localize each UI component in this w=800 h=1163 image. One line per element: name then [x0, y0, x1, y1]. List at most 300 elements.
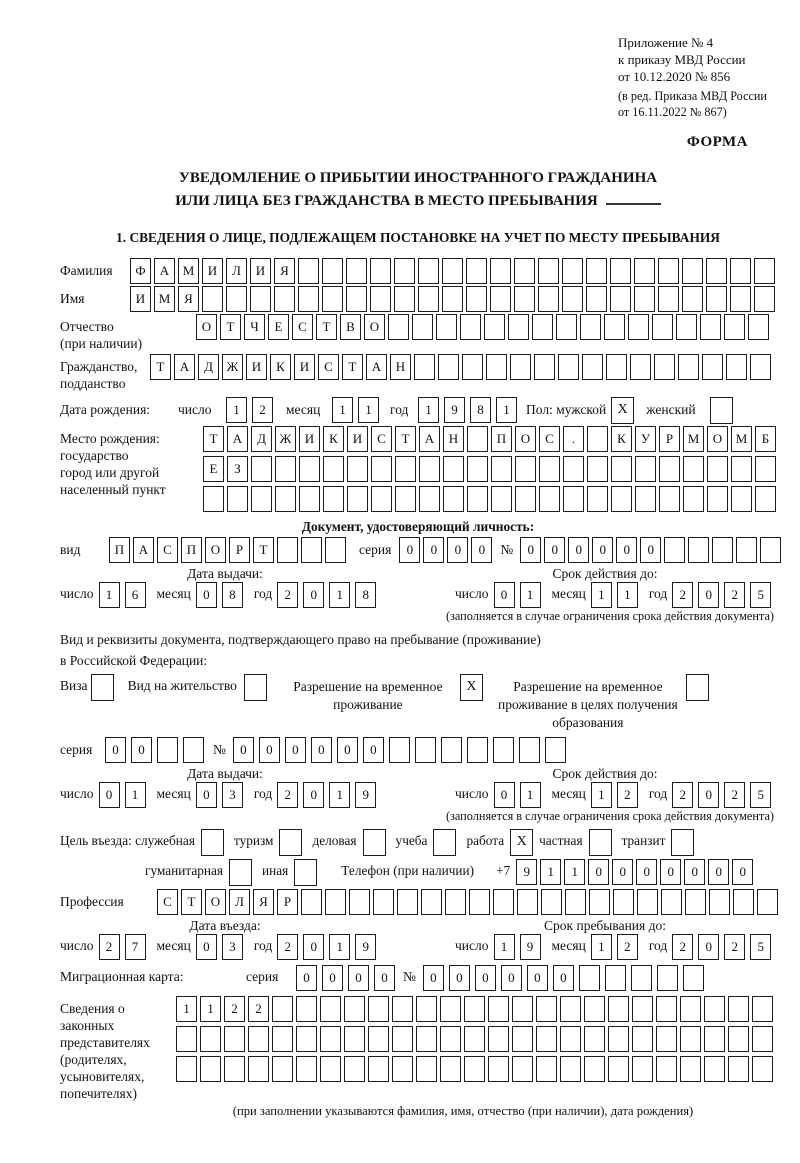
char-box[interactable] [563, 456, 584, 482]
char-box[interactable]: 0 [337, 737, 358, 763]
char-box[interactable]: 1 [494, 934, 515, 960]
char-box[interactable]: С [157, 537, 178, 563]
char-box[interactable] [757, 889, 778, 915]
char-box[interactable] [634, 286, 655, 312]
char-box[interactable]: С [539, 426, 560, 452]
char-box[interactable] [344, 1056, 365, 1082]
char-box[interactable] [683, 965, 704, 991]
char-box[interactable] [301, 889, 322, 915]
char-box[interactable] [397, 889, 418, 915]
char-box[interactable]: . [563, 426, 584, 452]
char-box[interactable]: 8 [222, 582, 243, 608]
char-box[interactable] [688, 537, 709, 563]
char-box[interactable] [388, 314, 409, 340]
migration-number-input[interactable] [423, 965, 709, 991]
char-box[interactable]: И [347, 426, 368, 452]
char-box[interactable] [556, 314, 577, 340]
char-box[interactable] [373, 889, 394, 915]
char-box[interactable] [484, 314, 505, 340]
char-box[interactable] [325, 889, 346, 915]
char-box[interactable]: Я [274, 258, 295, 284]
char-box[interactable]: Н [443, 426, 464, 452]
char-box[interactable] [248, 1056, 269, 1082]
char-box[interactable]: 1 [564, 859, 585, 885]
char-box[interactable] [731, 456, 752, 482]
char-box[interactable] [512, 996, 533, 1022]
char-box[interactable]: 1 [125, 782, 146, 808]
char-box[interactable] [632, 1056, 653, 1082]
char-box[interactable]: С [371, 426, 392, 452]
char-box[interactable]: 0 [732, 859, 753, 885]
char-box[interactable]: М [731, 426, 752, 452]
char-box[interactable]: 2 [99, 934, 120, 960]
char-box[interactable] [272, 996, 293, 1022]
char-box[interactable]: 0 [423, 537, 444, 563]
char-box[interactable] [580, 314, 601, 340]
char-box[interactable]: М [154, 286, 175, 312]
char-box[interactable]: 9 [355, 782, 376, 808]
purpose-study-checkbox[interactable] [433, 829, 456, 856]
char-box[interactable]: 1 [591, 582, 612, 608]
char-box[interactable]: 0 [475, 965, 496, 991]
char-box[interactable]: 0 [544, 537, 565, 563]
char-box[interactable] [512, 1026, 533, 1052]
char-box[interactable]: У [635, 426, 656, 452]
char-box[interactable] [436, 314, 457, 340]
char-box[interactable] [658, 258, 679, 284]
char-box[interactable]: Т [220, 314, 241, 340]
char-box[interactable]: Ж [275, 426, 296, 452]
char-box[interactable] [682, 258, 703, 284]
char-box[interactable] [683, 456, 704, 482]
char-box[interactable]: С [292, 314, 313, 340]
char-box[interactable] [586, 286, 607, 312]
char-box[interactable] [579, 965, 600, 991]
purpose-business-checkbox[interactable] [363, 829, 386, 856]
issue-year-input[interactable] [277, 582, 381, 608]
char-box[interactable]: П [109, 537, 130, 563]
issue-month-input[interactable] [196, 582, 248, 608]
char-box[interactable] [730, 286, 751, 312]
char-box[interactable]: 0 [311, 737, 332, 763]
permit-valid-day-input[interactable] [494, 782, 546, 808]
char-box[interactable]: 0 [640, 537, 661, 563]
char-box[interactable] [275, 456, 296, 482]
char-box[interactable] [538, 286, 559, 312]
char-box[interactable]: М [683, 426, 704, 452]
char-box[interactable]: К [323, 426, 344, 452]
char-box[interactable]: 0 [322, 965, 343, 991]
char-box[interactable]: З [227, 456, 248, 482]
char-box[interactable] [486, 354, 507, 380]
char-box[interactable] [560, 1056, 581, 1082]
migration-series-input[interactable] [296, 965, 400, 991]
purpose-other-checkbox[interactable] [294, 859, 317, 886]
char-box[interactable] [760, 537, 781, 563]
char-box[interactable]: 2 [672, 582, 693, 608]
char-box[interactable]: А [154, 258, 175, 284]
patronymic-input[interactable] [196, 314, 772, 340]
char-box[interactable]: И [246, 354, 267, 380]
char-box[interactable] [299, 456, 320, 482]
char-box[interactable]: 1 [329, 782, 350, 808]
char-box[interactable] [320, 996, 341, 1022]
char-box[interactable] [370, 286, 391, 312]
char-box[interactable]: 1 [591, 782, 612, 808]
char-box[interactable] [736, 537, 757, 563]
char-box[interactable] [536, 1056, 557, 1082]
char-box[interactable]: 0 [553, 965, 574, 991]
char-box[interactable]: Я [253, 889, 274, 915]
char-box[interactable] [320, 1026, 341, 1052]
char-box[interactable] [726, 354, 747, 380]
char-box[interactable] [700, 314, 721, 340]
char-box[interactable]: 0 [303, 782, 324, 808]
char-box[interactable] [224, 1056, 245, 1082]
char-box[interactable]: 8 [355, 582, 376, 608]
char-box[interactable]: 0 [698, 782, 719, 808]
char-box[interactable]: 0 [588, 859, 609, 885]
char-box[interactable] [389, 737, 410, 763]
char-box[interactable]: 2 [617, 934, 638, 960]
char-box[interactable] [536, 1026, 557, 1052]
char-box[interactable]: 0 [196, 782, 217, 808]
permit-valid-year-input[interactable] [672, 782, 776, 808]
char-box[interactable] [467, 426, 488, 452]
char-box[interactable] [610, 286, 631, 312]
char-box[interactable] [466, 258, 487, 284]
char-box[interactable] [728, 996, 749, 1022]
char-box[interactable] [438, 354, 459, 380]
char-box[interactable]: 2 [277, 934, 298, 960]
char-box[interactable] [676, 314, 697, 340]
char-box[interactable]: Т [150, 354, 171, 380]
char-box[interactable] [418, 286, 439, 312]
char-box[interactable]: 0 [616, 537, 637, 563]
char-box[interactable]: 0 [285, 737, 306, 763]
char-box[interactable] [657, 965, 678, 991]
char-box[interactable]: И [250, 258, 271, 284]
char-box[interactable]: 0 [363, 737, 384, 763]
char-box[interactable] [460, 314, 481, 340]
char-box[interactable] [659, 456, 680, 482]
char-box[interactable]: Д [198, 354, 219, 380]
char-box[interactable]: 1 [418, 397, 439, 423]
sex-male-checkbox[interactable]: X [611, 397, 634, 424]
char-box[interactable] [508, 314, 529, 340]
char-box[interactable] [752, 996, 773, 1022]
char-box[interactable]: 3 [222, 934, 243, 960]
char-box[interactable] [248, 1026, 269, 1052]
char-box[interactable] [752, 1056, 773, 1082]
char-box[interactable] [443, 486, 464, 512]
char-box[interactable] [707, 486, 728, 512]
char-box[interactable] [323, 486, 344, 512]
char-box[interactable] [274, 286, 295, 312]
permit-issue-day-input[interactable] [99, 782, 151, 808]
char-box[interactable] [586, 258, 607, 284]
char-box[interactable]: А [133, 537, 154, 563]
char-box[interactable] [416, 1026, 437, 1052]
char-box[interactable] [545, 737, 566, 763]
char-box[interactable] [565, 889, 586, 915]
profession-input[interactable] [157, 889, 781, 915]
char-box[interactable] [658, 286, 679, 312]
char-box[interactable]: 1 [617, 582, 638, 608]
char-box[interactable] [635, 486, 656, 512]
char-box[interactable] [707, 456, 728, 482]
stay-day-input[interactable] [494, 934, 546, 960]
char-box[interactable]: 3 [222, 782, 243, 808]
char-box[interactable] [539, 486, 560, 512]
char-box[interactable] [611, 456, 632, 482]
char-box[interactable] [298, 286, 319, 312]
char-box[interactable] [631, 965, 652, 991]
char-box[interactable]: О [515, 426, 536, 452]
char-box[interactable]: Ч [244, 314, 265, 340]
char-box[interactable]: 9 [516, 859, 537, 885]
char-box[interactable]: В [340, 314, 361, 340]
char-box[interactable]: И [299, 426, 320, 452]
char-box[interactable]: 0 [259, 737, 280, 763]
char-box[interactable]: С [157, 889, 178, 915]
char-box[interactable]: Т [181, 889, 202, 915]
char-box[interactable]: 5 [750, 582, 771, 608]
char-box[interactable] [394, 258, 415, 284]
char-box[interactable]: 1 [226, 397, 247, 423]
char-box[interactable] [445, 889, 466, 915]
char-box[interactable] [562, 286, 583, 312]
valid-month-input[interactable] [591, 582, 643, 608]
char-box[interactable]: С [318, 354, 339, 380]
char-box[interactable]: 0 [708, 859, 729, 885]
char-box[interactable]: Т [253, 537, 274, 563]
char-box[interactable] [589, 889, 610, 915]
doc-type-input[interactable] [109, 537, 349, 563]
char-box[interactable]: 0 [447, 537, 468, 563]
char-box[interactable] [730, 258, 751, 284]
char-box[interactable] [415, 737, 436, 763]
char-box[interactable] [661, 889, 682, 915]
char-box[interactable]: Т [395, 426, 416, 452]
entry-year-input[interactable] [277, 934, 381, 960]
char-box[interactable] [490, 286, 511, 312]
char-box[interactable] [510, 354, 531, 380]
char-box[interactable]: 6 [125, 582, 146, 608]
char-box[interactable]: 2 [672, 782, 693, 808]
char-box[interactable]: 0 [592, 537, 613, 563]
char-box[interactable] [346, 258, 367, 284]
char-box[interactable] [632, 1026, 653, 1052]
char-box[interactable] [634, 258, 655, 284]
char-box[interactable] [652, 314, 673, 340]
char-box[interactable] [298, 258, 319, 284]
valid-day-input[interactable] [494, 582, 546, 608]
char-box[interactable]: А [419, 426, 440, 452]
char-box[interactable]: 1 [496, 397, 517, 423]
char-box[interactable] [412, 314, 433, 340]
char-box[interactable] [251, 456, 272, 482]
char-box[interactable] [539, 456, 560, 482]
char-box[interactable] [678, 354, 699, 380]
char-box[interactable] [656, 996, 677, 1022]
char-box[interactable]: 0 [131, 737, 152, 763]
char-box[interactable] [322, 286, 343, 312]
char-box[interactable]: 2 [672, 934, 693, 960]
char-box[interactable] [754, 286, 775, 312]
stay-month-input[interactable] [591, 934, 643, 960]
char-box[interactable] [534, 354, 555, 380]
char-box[interactable]: И [294, 354, 315, 380]
char-box[interactable]: 2 [277, 582, 298, 608]
valid-year-input[interactable] [672, 582, 776, 608]
entry-day-input[interactable] [99, 934, 151, 960]
char-box[interactable] [584, 1026, 605, 1052]
citizenship-input[interactable] [150, 354, 774, 380]
char-box[interactable] [414, 354, 435, 380]
char-box[interactable]: 0 [196, 582, 217, 608]
char-box[interactable]: 1 [358, 397, 379, 423]
char-box[interactable] [488, 1056, 509, 1082]
char-box[interactable]: А [174, 354, 195, 380]
char-box[interactable]: 0 [612, 859, 633, 885]
char-box[interactable]: 0 [196, 934, 217, 960]
char-box[interactable] [587, 426, 608, 452]
char-box[interactable]: 0 [684, 859, 705, 885]
char-box[interactable]: Л [226, 258, 247, 284]
char-box[interactable] [299, 486, 320, 512]
char-box[interactable] [296, 1026, 317, 1052]
char-box[interactable]: О [707, 426, 728, 452]
char-box[interactable] [421, 889, 442, 915]
char-box[interactable]: 2 [724, 934, 745, 960]
guardians-row1-input[interactable] [176, 996, 776, 1022]
char-box[interactable] [440, 1026, 461, 1052]
char-box[interactable] [491, 456, 512, 482]
char-box[interactable] [392, 1056, 413, 1082]
char-box[interactable]: 9 [355, 934, 376, 960]
char-box[interactable]: 1 [200, 996, 221, 1022]
char-box[interactable]: Р [659, 426, 680, 452]
char-box[interactable] [519, 737, 540, 763]
char-box[interactable]: 0 [399, 537, 420, 563]
char-box[interactable] [733, 889, 754, 915]
char-box[interactable] [664, 537, 685, 563]
char-box[interactable]: А [366, 354, 387, 380]
char-box[interactable]: П [491, 426, 512, 452]
char-box[interactable] [467, 456, 488, 482]
char-box[interactable] [469, 889, 490, 915]
char-box[interactable] [370, 258, 391, 284]
birthplace-row1-input[interactable] [203, 426, 779, 452]
char-box[interactable]: 1 [329, 934, 350, 960]
char-box[interactable] [517, 889, 538, 915]
char-box[interactable]: 2 [252, 397, 273, 423]
char-box[interactable] [750, 354, 771, 380]
char-box[interactable] [488, 1026, 509, 1052]
char-box[interactable] [462, 354, 483, 380]
char-box[interactable] [630, 354, 651, 380]
char-box[interactable]: 0 [303, 934, 324, 960]
purpose-transit-checkbox[interactable] [671, 829, 694, 856]
char-box[interactable]: 0 [660, 859, 681, 885]
guardians-row2-input[interactable] [176, 1026, 776, 1052]
char-box[interactable] [416, 1056, 437, 1082]
char-box[interactable] [680, 1026, 701, 1052]
char-box[interactable]: Р [277, 889, 298, 915]
char-box[interactable] [558, 354, 579, 380]
char-box[interactable] [541, 889, 562, 915]
char-box[interactable] [301, 537, 322, 563]
char-box[interactable]: 0 [296, 965, 317, 991]
char-box[interactable] [584, 996, 605, 1022]
char-box[interactable] [176, 1056, 197, 1082]
char-box[interactable] [754, 258, 775, 284]
char-box[interactable] [296, 1056, 317, 1082]
char-box[interactable] [322, 258, 343, 284]
char-box[interactable]: 2 [224, 996, 245, 1022]
char-box[interactable] [491, 486, 512, 512]
char-box[interactable] [443, 456, 464, 482]
char-box[interactable] [582, 354, 603, 380]
char-box[interactable]: 0 [494, 782, 515, 808]
char-box[interactable] [637, 889, 658, 915]
char-box[interactable]: К [611, 426, 632, 452]
char-box[interactable] [466, 286, 487, 312]
char-box[interactable] [659, 486, 680, 512]
char-box[interactable] [656, 1026, 677, 1052]
char-box[interactable] [157, 737, 178, 763]
char-box[interactable] [277, 537, 298, 563]
char-box[interactable] [224, 1026, 245, 1052]
char-box[interactable]: 9 [444, 397, 465, 423]
char-box[interactable]: М [178, 258, 199, 284]
char-box[interactable] [613, 889, 634, 915]
char-box[interactable]: Т [203, 426, 224, 452]
temp-permit-edu-checkbox[interactable] [686, 674, 709, 701]
char-box[interactable] [200, 1026, 221, 1052]
char-box[interactable] [587, 486, 608, 512]
char-box[interactable] [752, 1026, 773, 1052]
char-box[interactable] [200, 1056, 221, 1082]
char-box[interactable] [464, 1026, 485, 1052]
char-box[interactable] [515, 456, 536, 482]
char-box[interactable] [755, 486, 776, 512]
char-box[interactable] [515, 486, 536, 512]
char-box[interactable] [395, 456, 416, 482]
char-box[interactable] [416, 996, 437, 1022]
char-box[interactable] [325, 537, 346, 563]
char-box[interactable] [584, 1056, 605, 1082]
char-box[interactable] [320, 1056, 341, 1082]
char-box[interactable] [488, 996, 509, 1022]
char-box[interactable] [587, 456, 608, 482]
char-box[interactable]: 5 [750, 934, 771, 960]
birth-day-input[interactable] [226, 397, 278, 423]
char-box[interactable]: Д [251, 426, 272, 452]
char-box[interactable] [680, 996, 701, 1022]
char-box[interactable] [344, 996, 365, 1022]
char-box[interactable]: 2 [724, 782, 745, 808]
char-box[interactable]: Т [342, 354, 363, 380]
char-box[interactable]: И [202, 258, 223, 284]
char-box[interactable]: О [196, 314, 217, 340]
char-box[interactable] [467, 486, 488, 512]
char-box[interactable] [442, 258, 463, 284]
char-box[interactable] [419, 486, 440, 512]
char-box[interactable]: Ж [222, 354, 243, 380]
char-box[interactable] [628, 314, 649, 340]
